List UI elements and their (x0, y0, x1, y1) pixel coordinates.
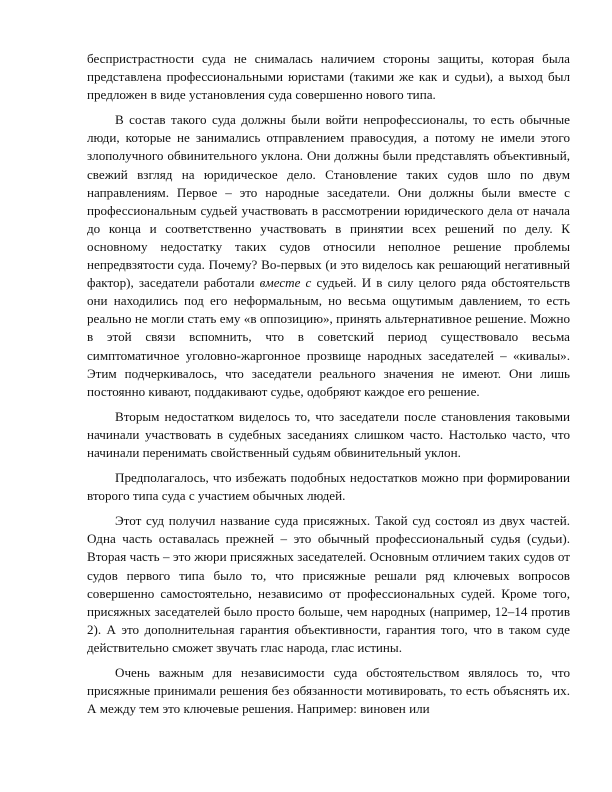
paragraph-text: Предполагалось, что избежать подобных недостатков можно при формировании второго типа суда с участием обычных людей. (87, 470, 570, 504)
paragraph-text: Очень важным для независимости суда обстоятельством являлось то, что присяжные принимали решения без обязанности мотивировать, то есть объяснять их. А между тем это ключевые решения. Например: виновен или (87, 665, 570, 717)
paragraph (87, 50, 570, 104)
paragraph-text: беспристрастности суда не снималась наличием стороны защиты, которая была представлена профессиональными юристами (такими же как и судьи), а выход был предложен в виде установления суда совершенно нового типа. (87, 51, 570, 103)
paragraph (87, 512, 570, 657)
paragraph-text: судьей. И в силу целого ряда обстоятельств они находились под его неформальным, но весьма ощутимым давлением, то есть реально не могли стать ему «в оппозицию», принять альтернативное решение. Можно в этой связи вспомнить, что в советский период существовало весьма симптоматичное уголовно-жаргонное прозвище народных заседателей – «кивалы». Этим подчеркивалось, что заседатели реального значения не имеют. Они лишь постоянно кивают, поддакивают судье, одобряют каждое его решение. (87, 275, 571, 399)
paragraph-text: Вторым недостатком виделось то, что заседатели после становления таковыми начинали участвовать в судебных заседаниях слишком часто. Настолько часто, что начинали перенимать свойственный судьям обвинительный уклон. (87, 408, 570, 460)
paragraph (87, 408, 570, 462)
paragraph-text: В состав такого суда должны были войти непрофессионалы, то есть обычные люди, которые не занимались отправлением правосудия, а потому не имели этого злополучного обвинительного уклона. Они должны были представлять объективный, свежий взгляд на юридическое дело. Становление таких судов шло по двум направлениям. Первое – это народные заседатели. Они должны были вместе с профессиональным судьей участвовать в рассмотрении юридического дела от начала до конца и соответственно участвовать в принятии всех решений по делу. К основному недостатку таких судов относили неполное решение проблемы непредвзятости суда. Почему? Во-первых (и это виделось как решающий негативный фактор), заседатели работали (87, 112, 570, 291)
paragraph-text: Этот суд получил название суда присяжных. Такой суд состоял из двух частей. Одна часть оставалась прежней – это обычный профессиональный судья (судьи). Вторая часть – это жюри присяжных заседателей. Основным отличием таких судов от судов первого типа было то, что присяжные решали ряд ключевых вопросов совершенно самостоятельно, независимо от профессиональных судей. Кроме того, присяжных заседателей было просто больше, чем народных (например, 12–14 против 2). А это дополнительная гарантия объективности, гарантия того, что в таком суде действительно сможет звучать глас народа, глас истины. (87, 513, 570, 655)
paragraph (87, 111, 570, 401)
paragraph (87, 469, 570, 505)
paragraph (87, 664, 570, 718)
emphasized-text: вместе с (259, 275, 312, 291)
body-text (87, 50, 570, 718)
